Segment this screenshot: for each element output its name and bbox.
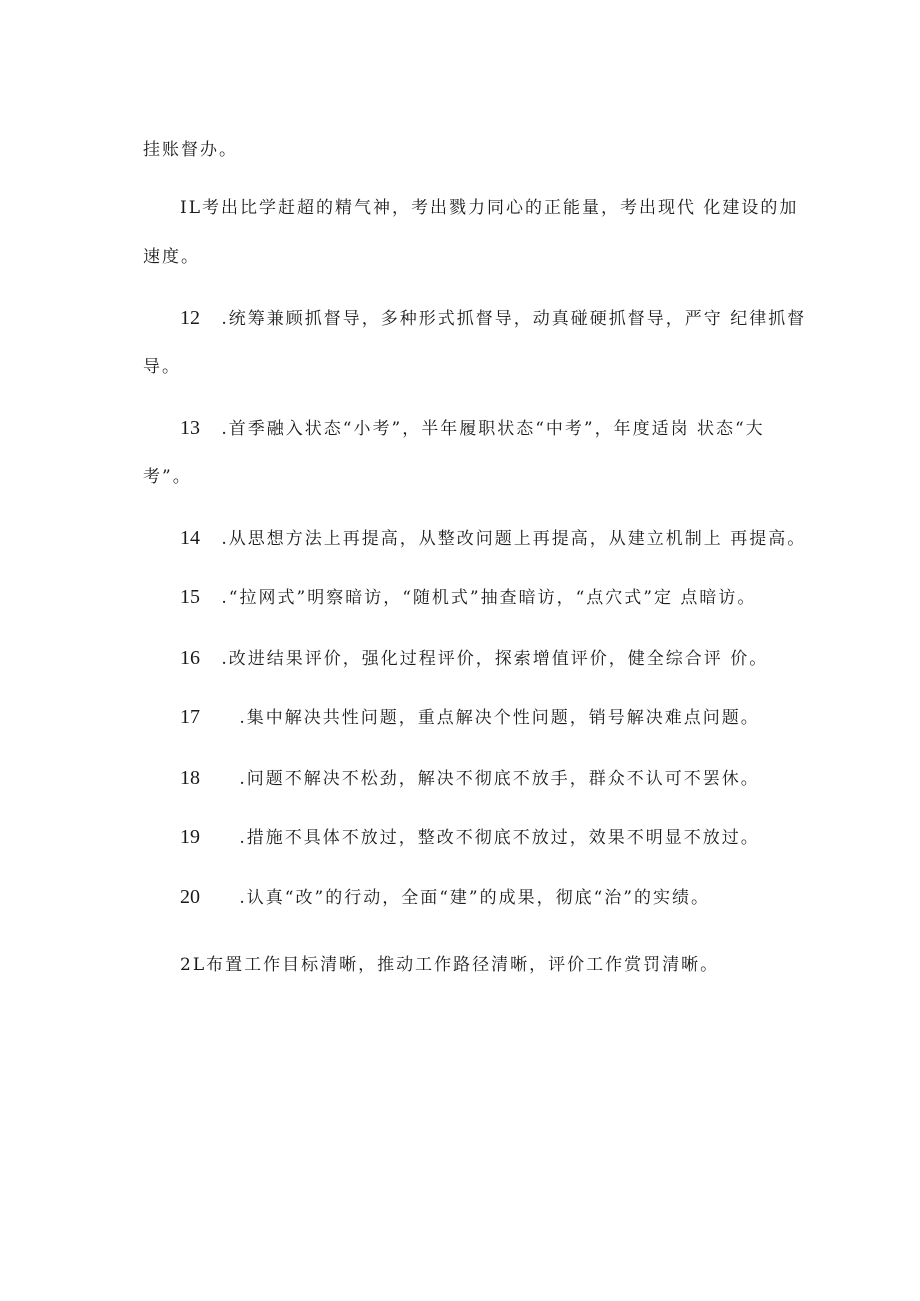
line-text: .“拉网式”明察暗访，“随机式”抽查暗访，“点穴式”定 点暗访。 — [221, 588, 757, 608]
line-text: 速度。 — [143, 247, 200, 267]
list-item — [180, 306, 806, 331]
text-line — [180, 953, 719, 977]
list-item — [180, 705, 760, 730]
list-item — [180, 585, 756, 610]
line-text: .集中解决共性问题，重点解决个性问题，销号解决难点问题。 — [239, 708, 760, 728]
text-line — [143, 355, 181, 379]
item-number: 20 — [180, 886, 200, 908]
list-item — [180, 885, 710, 910]
list-item — [180, 526, 806, 551]
line-text: .统筹兼顾抓督导，多种形式抓督导，动真碰硬抓督导，严守 纪律抓督 — [221, 309, 807, 329]
list-item — [180, 416, 765, 441]
item-number: 16 — [180, 647, 200, 669]
item-number: 14 — [180, 527, 200, 549]
list-item — [180, 766, 760, 791]
line-text: .改进结果评价，强化过程评价，探索增值评价，健全综合评 价。 — [221, 649, 769, 669]
line-text: 考”。 — [143, 467, 192, 487]
list-item — [180, 825, 760, 850]
item-number: 13 — [180, 417, 200, 439]
text-line — [143, 245, 200, 269]
text-line — [143, 465, 192, 489]
item-number: 19 — [180, 826, 200, 848]
list-item — [180, 646, 768, 671]
line-text: 2L布置工作目标清晰，推动工作路径清晰，评价工作赏罚清晰。 — [180, 955, 720, 975]
text-line — [180, 196, 798, 220]
item-number: 17 — [180, 706, 200, 728]
line-text: .从思想方法上再提高，从整改问题上再提高，从建立机制上 再提高。 — [221, 529, 807, 549]
item-number: 18 — [180, 767, 200, 789]
line-text: IL考出比学赶超的精气神，考出戮力同心的正能量，考出现代 化建设的加 — [180, 198, 799, 218]
line-text: .认真“改”的行动，全面“建”的成果，彻底“治”的实绩。 — [239, 888, 710, 908]
line-text: .措施不具体不放过，整改不彻底不放过，效果不明显不放过。 — [239, 828, 760, 848]
text-line — [143, 138, 238, 162]
line-text: 导。 — [143, 357, 181, 377]
line-text: .问题不解决不松劲，解决不彻底不放手，群众不认可不罢休。 — [239, 769, 760, 789]
line-text: 挂账督办。 — [143, 140, 238, 160]
item-number: 12 — [180, 307, 200, 329]
line-text: .首季融入状态“小考”，半年履职状态“中考”，年度适岗 状态“大 — [221, 419, 765, 439]
item-number: 15 — [180, 586, 200, 608]
